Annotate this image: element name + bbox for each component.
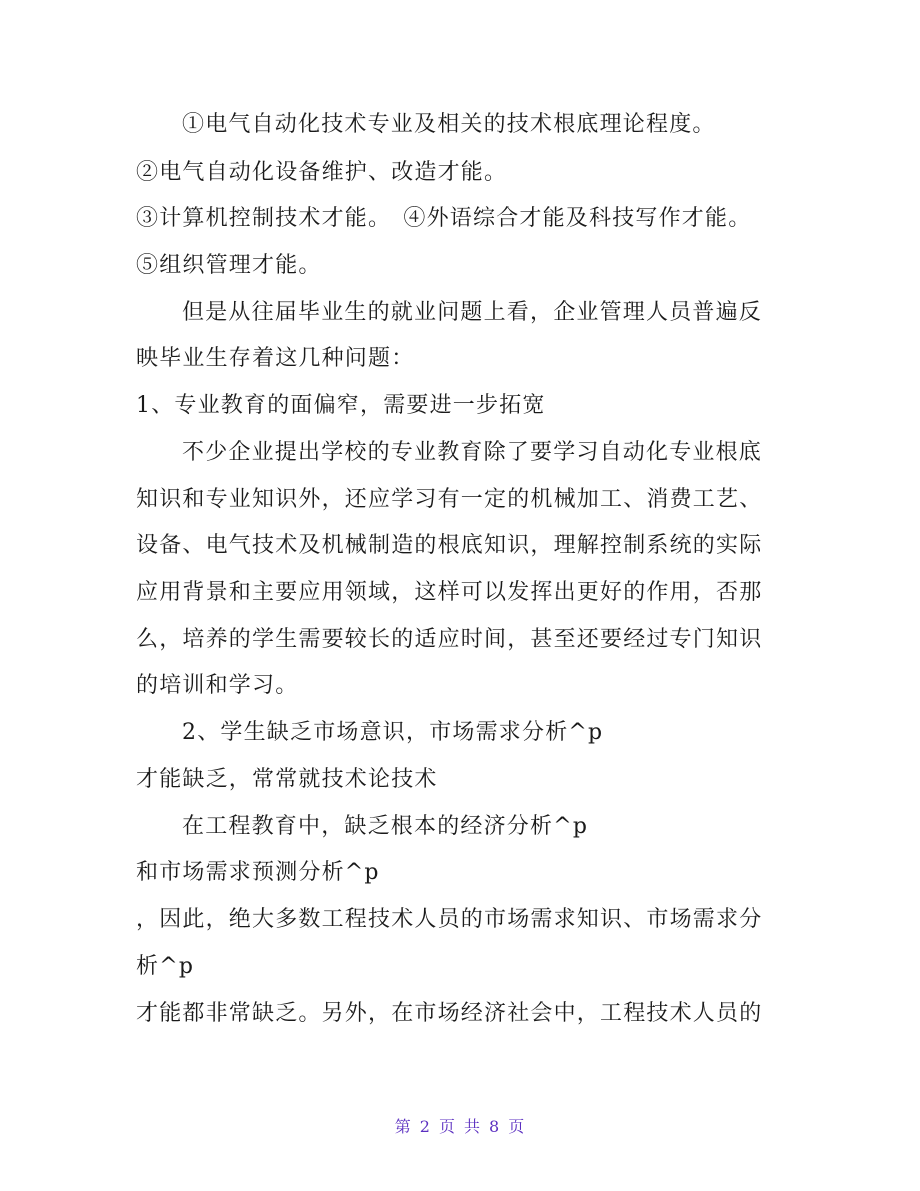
section-heading: 2、学生缺乏市场意识，市场需求分析^p <box>182 720 604 745</box>
text-line: 才能都非常缺乏。另外，在市场经济社会中，工程技术人员的 <box>136 1001 763 1026</box>
text-line: 但是从往届毕业生的就业问题上看，企业管理人员普遍反 <box>182 300 763 325</box>
text-line: 和市场需求预测分析^p <box>136 860 380 885</box>
text-line: ，因此，绝大多数工程技术人员的市场需求知识、市场需求分 <box>136 907 763 932</box>
text-line: 映毕业生存着这几种问题： <box>136 346 415 371</box>
text-line: ③计算机控制技术才能。 ④外语综合才能及科技写作才能。 <box>136 206 752 231</box>
text-line: 的培训和学习。 <box>136 673 299 698</box>
text-line: 不少企业提出学校的专业教育除了要学习自动化专业根底 <box>182 440 763 465</box>
text-line: 析^p <box>136 954 195 979</box>
text-line: 么，培养的学生需要较长的适应时间，甚至还要经过专门知识 <box>136 627 763 652</box>
text-line: 应用背景和主要应用领域，这样可以发挥出更好的作用，否那 <box>136 580 763 605</box>
text-line: ①电气自动化技术专业及相关的技术根底理论程度。 <box>182 112 716 137</box>
text-line: 知识和专业知识外，还应学习有一定的机械加工、消费工艺、 <box>136 487 763 512</box>
current-page-number: 2 <box>419 1117 431 1136</box>
footer-page-word: 页 <box>438 1117 456 1136</box>
section-heading: 1、专业教育的面偏窄，需要进一步拓宽 <box>136 393 546 418</box>
text-line: ②电气自动化设备维护、改造才能。 <box>136 160 508 185</box>
total-page-number: 8 <box>489 1117 501 1136</box>
text-line: 才能缺乏，常常就技术论技术 <box>136 767 438 792</box>
text-line: ⑤组织管理才能。 <box>136 253 322 278</box>
page-number-footer <box>0 1114 920 1137</box>
footer-prefix: 第 <box>394 1117 412 1136</box>
text-line: 设备、电气技术及机械制造的根底知识，理解控制系统的实际 <box>136 533 763 558</box>
footer-suffix: 页 <box>508 1117 526 1136</box>
text-line: 在工程教育中，缺乏根本的经济分析^p <box>182 814 589 839</box>
footer-total-word: 共 <box>464 1117 482 1136</box>
